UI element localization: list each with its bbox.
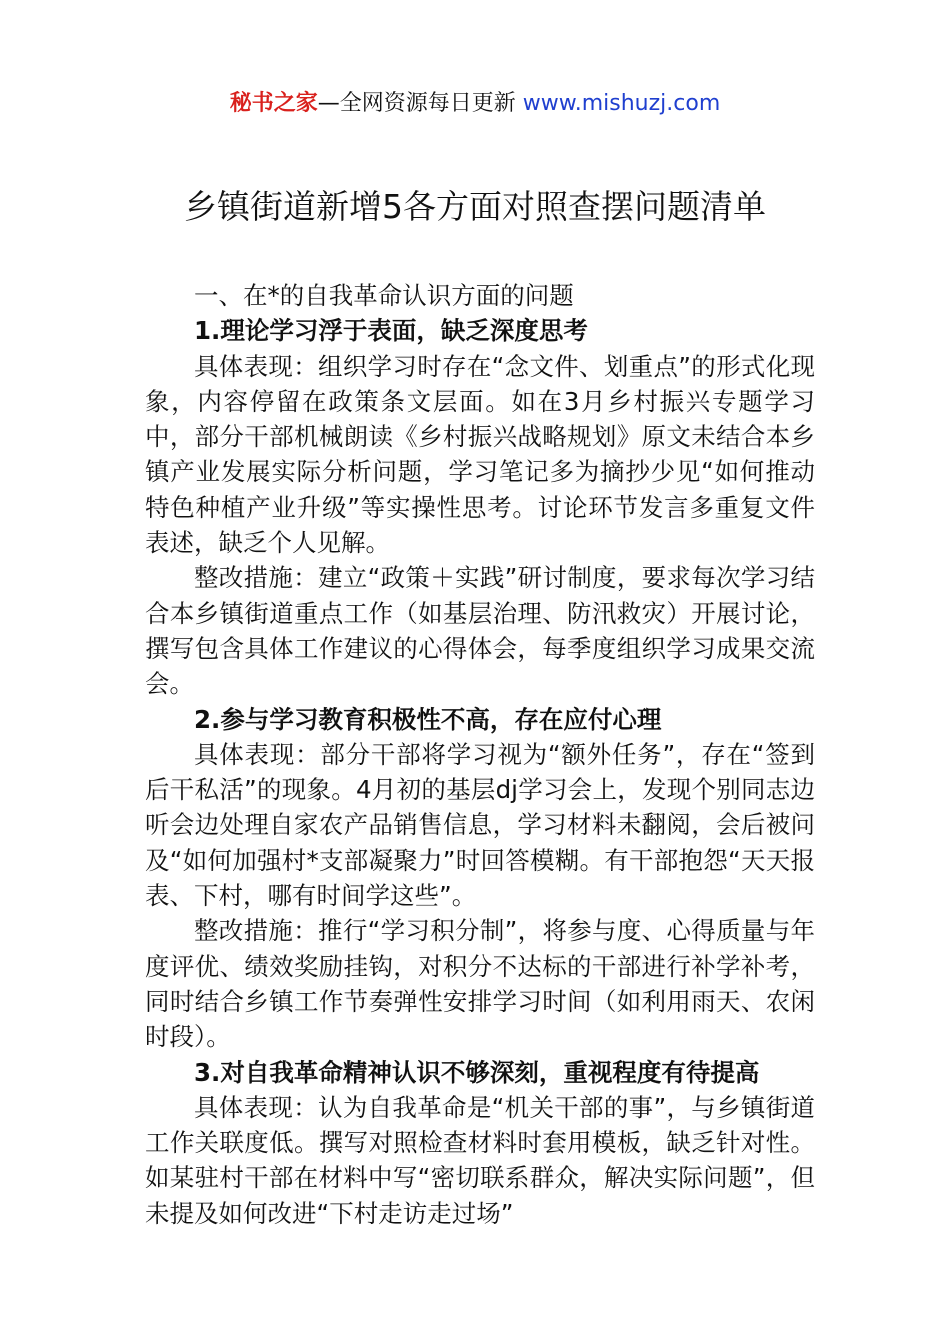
site-header xyxy=(0,88,950,120)
item-measures-2: 整改措施：推行“学习积分制”，将参与度、心得质量与年度评优、绩效奖励挂钩，对积分不达标的干部进行补学补考，同时结合乡镇工作节奏弹性安排学习时间（如利用雨天、农闲时段）。 xyxy=(145,916,815,1052)
document-title: 乡镇街道新增5各方面对照查摆问题清单 xyxy=(184,187,766,226)
item-heading-2: 2.参与学习教育积极性不高，存在应付心理 xyxy=(194,704,662,734)
item-heading-1: 1.理论学习浮于表面，缺乏深度思考 xyxy=(194,316,588,346)
item-measures-1: 整改措施：建立“政策＋实践”研讨制度，要求每次学习结合本乡镇街道重点工作（如基层治理、防汛救灾）开展讨论，撰写包含具体工作建议的心得体会，每季度组织学习成果交流会。 xyxy=(145,563,815,699)
item-heading-3: 3.对自我革命精神认识不够深刻，重视程度有待提高 xyxy=(194,1057,760,1087)
site-tagline: —全网资源每日更新 xyxy=(317,91,516,116)
item-performance-3: 具体表现：认为自我革命是“机关干部的事”，与乡镇街道工作关联度低。撰写对照检查材料时套用模板，缺乏针对性。如某驻村干部在材料中写“密切联系群众，解决实际问题”，但未提及如何改进“下村走访走过场” xyxy=(145,1092,815,1228)
site-url-link[interactable]: www.mishuzj.com xyxy=(522,91,721,116)
item-performance-1: 具体表现：组织学习时存在“念文件、划重点”的形式化现象，内容停留在政策条文层面。如在3月乡村振兴专题学习中，部分干部机械朗读《乡村振兴战略规划》原文未结合本乡镇产业发展实际分析问题，学习笔记多为摘抄少见“如何推动特色种植产业升级”等实操性思考。讨论环节发言多重复文件表述，缺乏个人见解。 xyxy=(145,351,815,558)
site-brand: 秘书之家 xyxy=(229,91,318,116)
item-performance-2: 具体表现：部分干部将学习视为“额外任务”，存在“签到后干私活”的现象。4月初的基层dj学习会上，发现个别同志边听会边处理自家农产品销售信息，学习材料未翻阅，会后被问及“如何加强村*支部凝聚力”时回答模糊。有干部抱怨“天天报表、下村，哪有时间学这些”。 xyxy=(145,739,815,911)
section-heading: 一、在*的自我革命认识方面的问题 xyxy=(194,281,574,310)
document-body xyxy=(145,278,815,1231)
